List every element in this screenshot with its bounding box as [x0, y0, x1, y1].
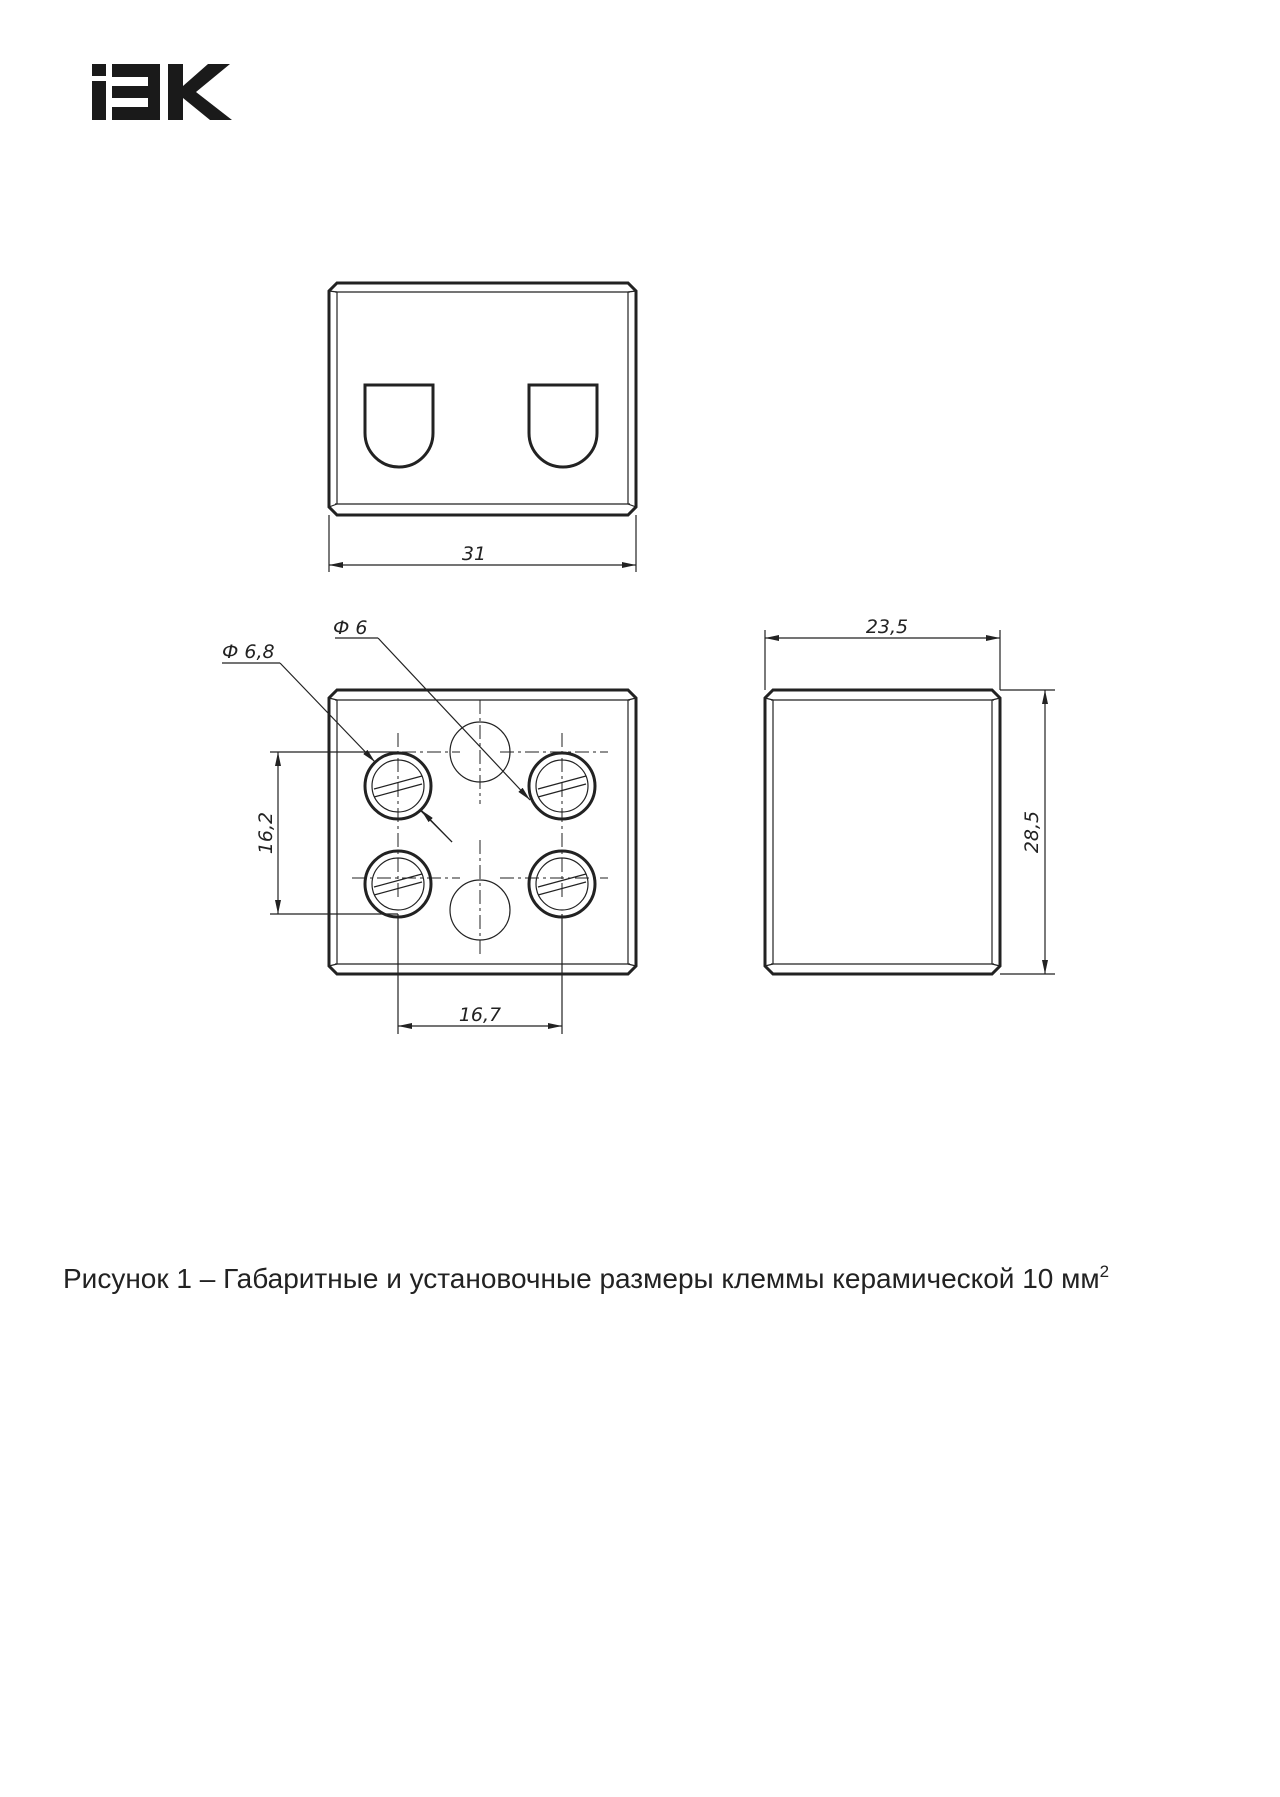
wire-slot-right [529, 385, 597, 467]
side-view [765, 616, 1055, 974]
dim-hole-screw-label: Ф 6,8 [222, 641, 275, 663]
wire-slot-left [365, 385, 433, 467]
caption-superscript: 2 [1099, 1262, 1110, 1281]
figure-caption [63, 1262, 1243, 1295]
dim-horizontal-pitch-label: 16,7 [458, 1004, 502, 1026]
front-view [222, 617, 636, 1034]
dim-vertical-pitch-label: 16,2 [255, 811, 277, 855]
top-view [329, 283, 636, 572]
dim-width-label: 31 [461, 543, 487, 565]
dim-height-label: 28,5 [1021, 810, 1043, 854]
caption-text: Рисунок 1 – Габаритные и установочные размеры клеммы керамической 10 мм [63, 1263, 1100, 1294]
dim-depth-label: 23,5 [865, 616, 909, 638]
dim-hole-small-label: Ф 6 [333, 617, 368, 639]
